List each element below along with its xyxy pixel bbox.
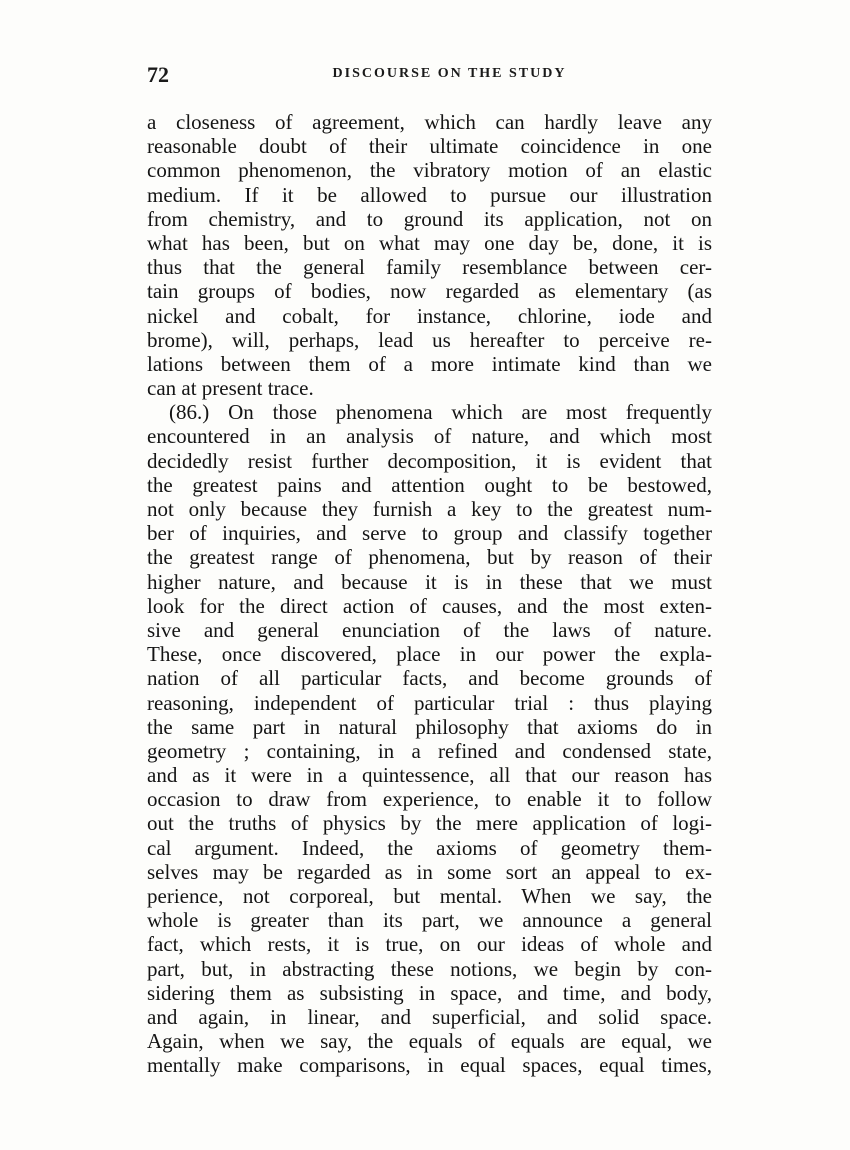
text-line: occasion to draw from experience, to enable it to follow bbox=[147, 787, 712, 812]
text-line: Again, when we say, the equals of equals are equal, we bbox=[147, 1029, 712, 1054]
text-line: out the truths of physics by the mere application of logi- bbox=[147, 811, 712, 836]
page-header bbox=[147, 62, 712, 86]
text-line: These, once discovered, place in our power the expla- bbox=[147, 642, 712, 667]
text-line: look for the direct action of causes, and the most exten- bbox=[147, 593, 712, 618]
text-line: fact, which rests, it is true, on our ideas of whole and bbox=[147, 932, 712, 957]
text-line: what has been, but on what may one day be, done, it is bbox=[147, 230, 712, 255]
text-line: medium. If it be allowed to pursue our illustration bbox=[147, 182, 712, 207]
text-line: selves may be regarded as in some sort an appeal to ex- bbox=[147, 859, 712, 884]
text-line: the same part in natural philosophy that axioms do in bbox=[147, 714, 712, 739]
text-line: decidedly resist further decomposition, it is evident that bbox=[147, 448, 712, 473]
text-line: the greatest range of phenomena, but by reason of their bbox=[147, 545, 712, 570]
text-line: geometry ; containing, in a refined and condensed state, bbox=[147, 738, 712, 763]
text-line: sive and general enunciation of the laws of nature. bbox=[147, 617, 712, 642]
text-line: mentally make comparisons, in equal spaces, equal times, bbox=[147, 1053, 712, 1078]
text-line: cal argument. Indeed, the axioms of geometry them- bbox=[147, 835, 712, 860]
body-text bbox=[147, 110, 712, 1078]
text-line: encountered in an analysis of nature, and which most bbox=[147, 424, 712, 449]
text-line: reasonable doubt of their ultimate coincidence in one bbox=[147, 134, 712, 159]
text-line: reasoning, independent of particular trial : thus playing bbox=[147, 690, 712, 715]
text-line: a closeness of agreement, which can hardly leave any bbox=[147, 110, 712, 134]
text-line: from chemistry, and to ground its application, not on bbox=[147, 206, 712, 231]
text-line: part, but, in abstracting these notions, we begin by con- bbox=[147, 956, 712, 981]
text-line: ber of inquiries, and serve to group and classify together bbox=[147, 521, 712, 546]
text-line: higher nature, and because it is in these that we must bbox=[147, 569, 712, 594]
text-line: whole is greater than its part, we announce a general bbox=[147, 908, 712, 933]
text-line: not only because they furnish a key to the greatest num- bbox=[147, 497, 712, 521]
text-line: perience, not corporeal, but mental. When we say, the bbox=[147, 884, 712, 908]
running-head: DISCOURSE ON THE STUDY bbox=[332, 66, 567, 81]
text-line: nickel and cobalt, for instance, chlorine, iode and bbox=[147, 303, 712, 328]
text-line: and again, in linear, and superficial, and solid space. bbox=[147, 1004, 712, 1029]
text-line: lations between them of a more intimate kind than we bbox=[147, 351, 712, 376]
text-line: tain groups of bodies, now regarded as elementary (as bbox=[147, 279, 712, 304]
page-number: 72 bbox=[147, 62, 169, 87]
text-line: and as it were in a quintessence, all that our reason has bbox=[147, 763, 712, 788]
text-line: thus that the general family resemblance between cer- bbox=[147, 255, 712, 280]
text-line: nation of all particular facts, and become grounds of bbox=[147, 666, 712, 691]
text-line: brome), will, perhaps, lead us hereafter to perceive re- bbox=[147, 327, 712, 352]
text-line: can at present trace. bbox=[147, 376, 314, 401]
text-line: the greatest pains and attention ought to be bestowed, bbox=[147, 472, 712, 497]
text-line: sidering them as subsisting in space, and time, and body, bbox=[147, 980, 712, 1005]
text-line: common phenomenon, the vibratory motion of an elastic bbox=[147, 158, 712, 183]
paragraph-86-start: (86.) On those phenomena which are most frequently bbox=[169, 400, 712, 425]
